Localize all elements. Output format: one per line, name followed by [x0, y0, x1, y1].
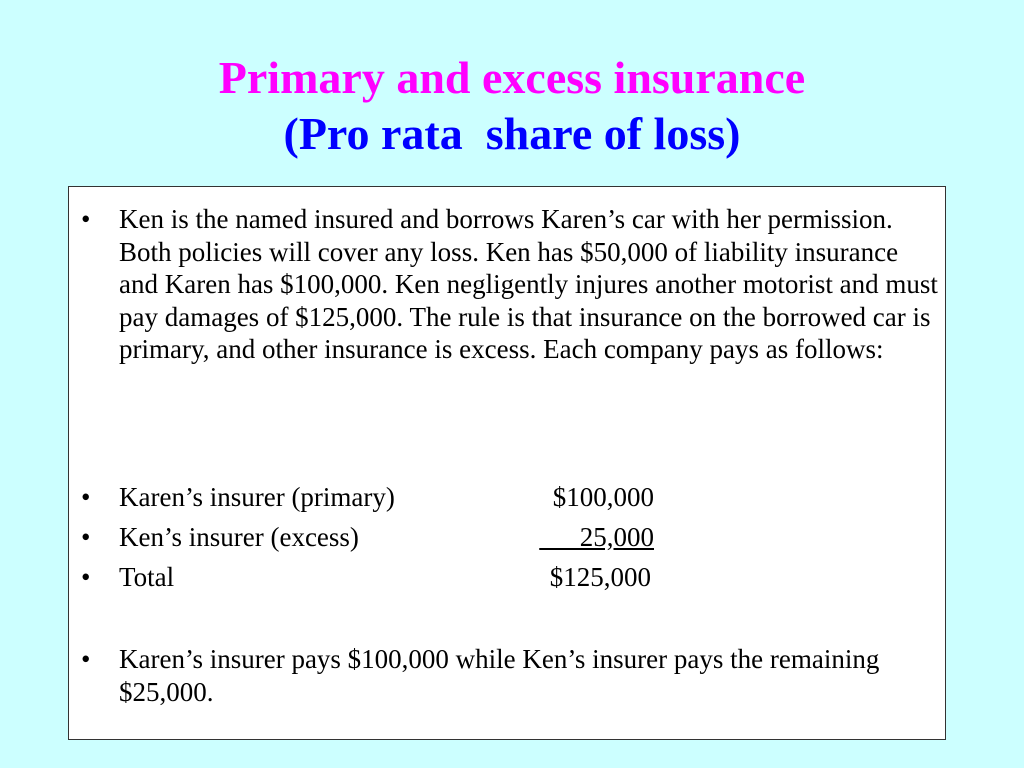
row-karen-label: Karen’s insurer (primary)	[119, 482, 395, 512]
intro-paragraph: Ken is the named insured and borrows Karen’s car with her permission. Both policies will cover any loss. Ken has $50,000 of liability insurance and Karen has $100,000. Ken negligently injures another motorist and must pay damages of $125,000. The rule is that insurance on the borrowed car is primary, and other insurance is excess. Each company pays as follows:	[119, 204, 938, 364]
slide-title	[0, 50, 1024, 162]
row-ken-amount: 25,000	[539, 522, 654, 552]
row-total-amount: $125,000	[549, 562, 651, 592]
row-ken-label: Ken’s insurer (excess)	[119, 522, 359, 552]
bullet-icon: •	[81, 204, 91, 234]
title-subtitle: (Pro rata share of loss)	[283, 108, 741, 159]
conclusion-paragraph: Karen’s insurer pays $100,000 while Ken’s insurer pays the remaining $25,000.	[119, 644, 880, 707]
content-box	[68, 186, 946, 740]
row-karen-amount: $100,000	[552, 482, 654, 512]
bullet-icon: •	[81, 644, 91, 674]
bullet-icon: •	[81, 482, 91, 512]
bullet-icon: •	[81, 562, 91, 592]
row-total-label: Total	[119, 562, 175, 592]
title-main: Primary and excess insurance	[218, 52, 806, 103]
bullet-icon: •	[81, 522, 91, 552]
